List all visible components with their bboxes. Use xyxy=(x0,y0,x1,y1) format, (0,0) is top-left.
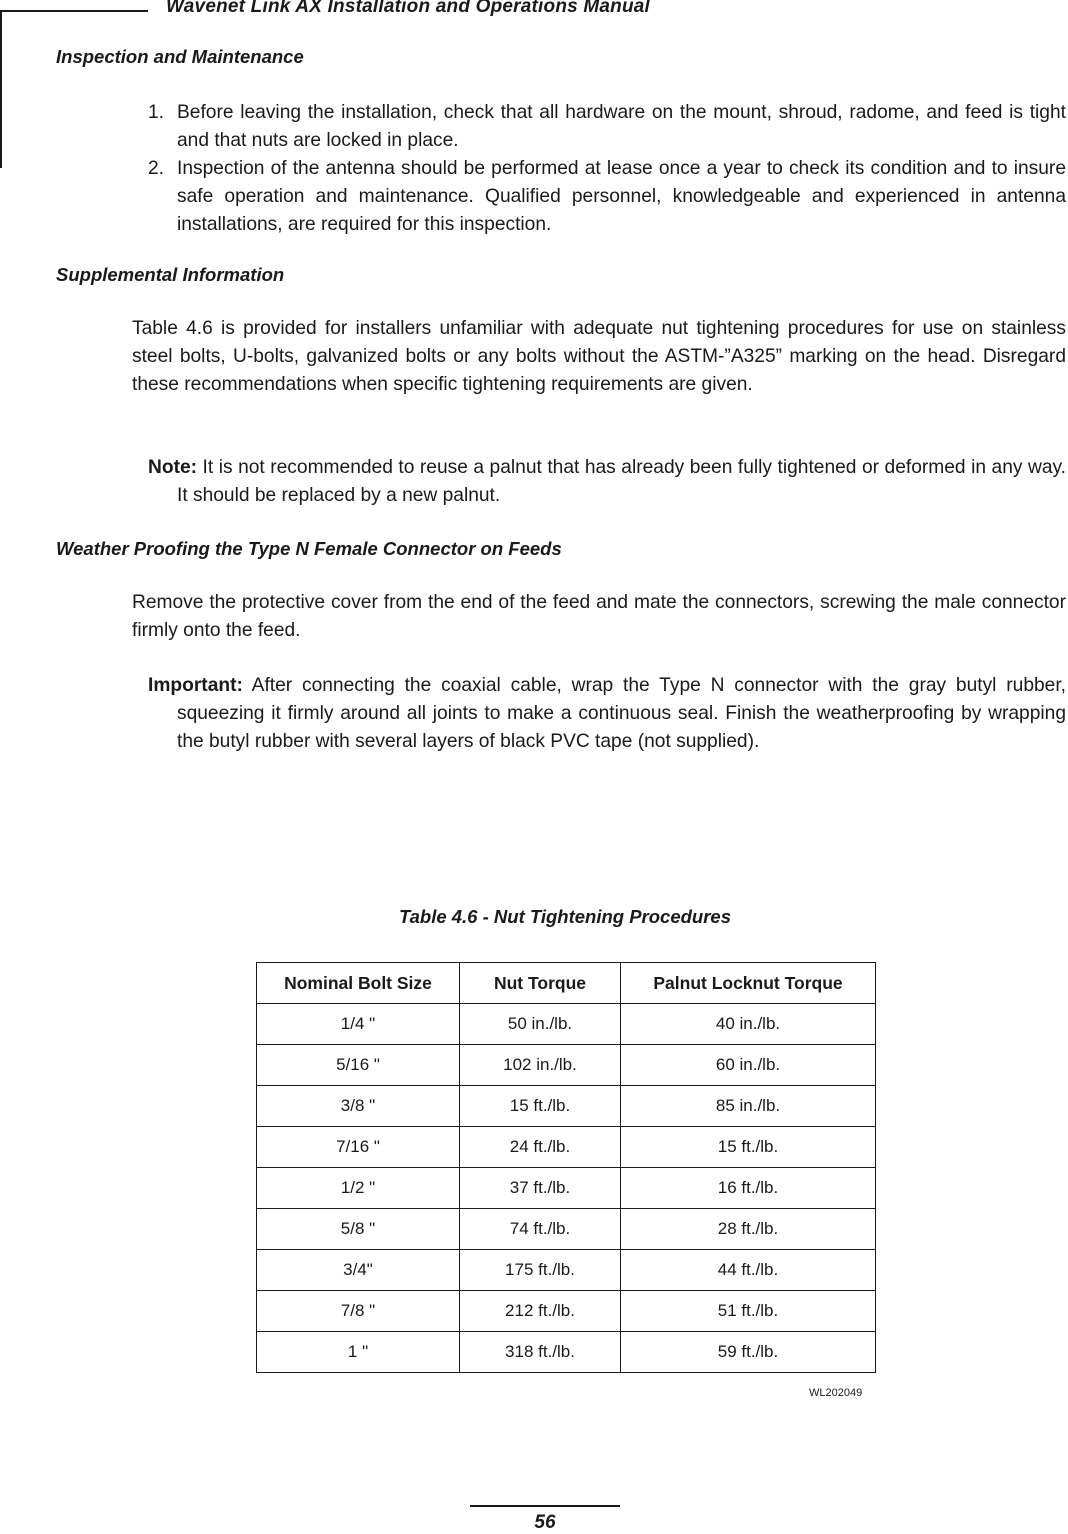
header-corner-rule-horizontal xyxy=(0,10,148,12)
cell-bolt-size: 1 " xyxy=(257,1332,460,1373)
note-text: It is not recommended to reuse a palnut that has already been fully tightened or deformed in any way. It should be replaced by a new palnut. xyxy=(177,457,1066,506)
heading-supplemental-information: Supplemental Information xyxy=(56,264,285,285)
cell-palnut-torque: 44 ft./lb. xyxy=(621,1250,876,1291)
column-header-bolt-size: Nominal Bolt Size xyxy=(257,963,460,1004)
table-row xyxy=(257,1332,876,1373)
heading-inspection-maintenance: Inspection and Maintenance xyxy=(56,46,304,67)
nut-tightening-table xyxy=(256,962,876,1373)
heading-weather-proofing: Weather Proofing the Type N Female Connector on Feeds xyxy=(56,538,562,559)
important-label: Important: xyxy=(148,675,243,696)
footer-rule xyxy=(470,1505,620,1507)
cell-palnut-torque: 15 ft./lb. xyxy=(621,1127,876,1168)
table-row xyxy=(257,1086,876,1127)
column-header-nut-torque: Nut Torque xyxy=(460,963,621,1004)
weather-paragraph: Remove the protective cover from the end of the feed and mate the connectors, screwing the male connector firmly onto the feed. xyxy=(132,592,1066,641)
cell-bolt-size: 1/2 " xyxy=(257,1168,460,1209)
cell-nut-torque: 24 ft./lb. xyxy=(460,1127,621,1168)
table-caption: Table 4.6 - Nut Tightening Procedures xyxy=(398,906,732,927)
cell-palnut-torque: 28 ft./lb. xyxy=(621,1209,876,1250)
note-label: Note: xyxy=(148,457,198,478)
cell-bolt-size: 3/4" xyxy=(257,1250,460,1291)
cell-bolt-size: 7/8 " xyxy=(257,1291,460,1332)
cell-nut-torque: 37 ft./lb. xyxy=(460,1168,621,1209)
running-header-title: Wavenet Link AX Installation and Operations Manual xyxy=(166,0,651,17)
cell-palnut-torque: 16 ft./lb. xyxy=(621,1168,876,1209)
table-header-row xyxy=(257,963,876,1004)
list-item xyxy=(148,99,1066,155)
header-corner-rule-vertical xyxy=(0,10,2,168)
cell-bolt-size: 7/16 " xyxy=(257,1127,460,1168)
cell-nut-torque: 175 ft./lb. xyxy=(460,1250,621,1291)
list-item-number: 1. xyxy=(148,102,165,123)
cell-bolt-size: 5/16 " xyxy=(257,1045,460,1086)
cell-palnut-torque: 40 in./lb. xyxy=(621,1004,876,1045)
cell-nut-torque: 15 ft./lb. xyxy=(460,1086,621,1127)
column-header-palnut-torque: Palnut Locknut Torque xyxy=(621,963,876,1004)
table-reference-code: WL202049 xyxy=(809,1387,863,1399)
supplemental-paragraph: Table 4.6 is provided for installers unfamiliar with adequate nut tightening procedures for use on stainless steel bolts, U-bolts, galvanized bolts or any bolts without the ASTM-”A325” marking on the head. Disregard these recommendations when specific tightening requirements are given. xyxy=(132,318,1066,395)
table-row xyxy=(257,1250,876,1291)
table-row xyxy=(257,1291,876,1332)
cell-palnut-torque: 60 in./lb. xyxy=(621,1045,876,1086)
list-item xyxy=(148,155,1066,239)
cell-bolt-size: 1/4 " xyxy=(257,1004,460,1045)
cell-bolt-size: 3/8 " xyxy=(257,1086,460,1127)
list-item-number: 2. xyxy=(148,158,165,179)
note-paragraph xyxy=(148,454,1066,510)
cell-nut-torque: 74 ft./lb. xyxy=(460,1209,621,1250)
cell-palnut-torque: 85 in./lb. xyxy=(621,1086,876,1127)
cell-palnut-torque: 51 ft./lb. xyxy=(621,1291,876,1332)
page-number: 56 xyxy=(534,1512,556,1533)
table-row xyxy=(257,1168,876,1209)
table-row xyxy=(257,1045,876,1086)
cell-bolt-size: 5/8 " xyxy=(257,1209,460,1250)
cell-nut-torque: 212 ft./lb. xyxy=(460,1291,621,1332)
table-row xyxy=(257,1004,876,1045)
table-row xyxy=(257,1209,876,1250)
list-item-text: Inspection of the antenna should be performed at lease once a year to check its condition and to insure safe operation and maintenance. Qualified personnel, knowledgeable and experienced in antenna installations, are required for this inspection. xyxy=(177,158,1066,235)
table-row xyxy=(257,1127,876,1168)
important-text: After connecting the coaxial cable, wrap the Type N connector with the gray butyl rubber, squeezing it firmly around all joints to make a continuous seal. Finish the weatherproofing by wrapping the butyl rubber with several layers of black PVC tape (not supplied). xyxy=(177,675,1066,752)
cell-nut-torque: 50 in./lb. xyxy=(460,1004,621,1045)
cell-nut-torque: 318 ft./lb. xyxy=(460,1332,621,1373)
cell-palnut-torque: 59 ft./lb. xyxy=(621,1332,876,1373)
list-item-text: Before leaving the installation, check that all hardware on the mount, shroud, radome, and feed is tight and that nuts are locked in place. xyxy=(177,102,1066,151)
important-paragraph xyxy=(148,672,1066,756)
cell-nut-torque: 102 in./lb. xyxy=(460,1045,621,1086)
